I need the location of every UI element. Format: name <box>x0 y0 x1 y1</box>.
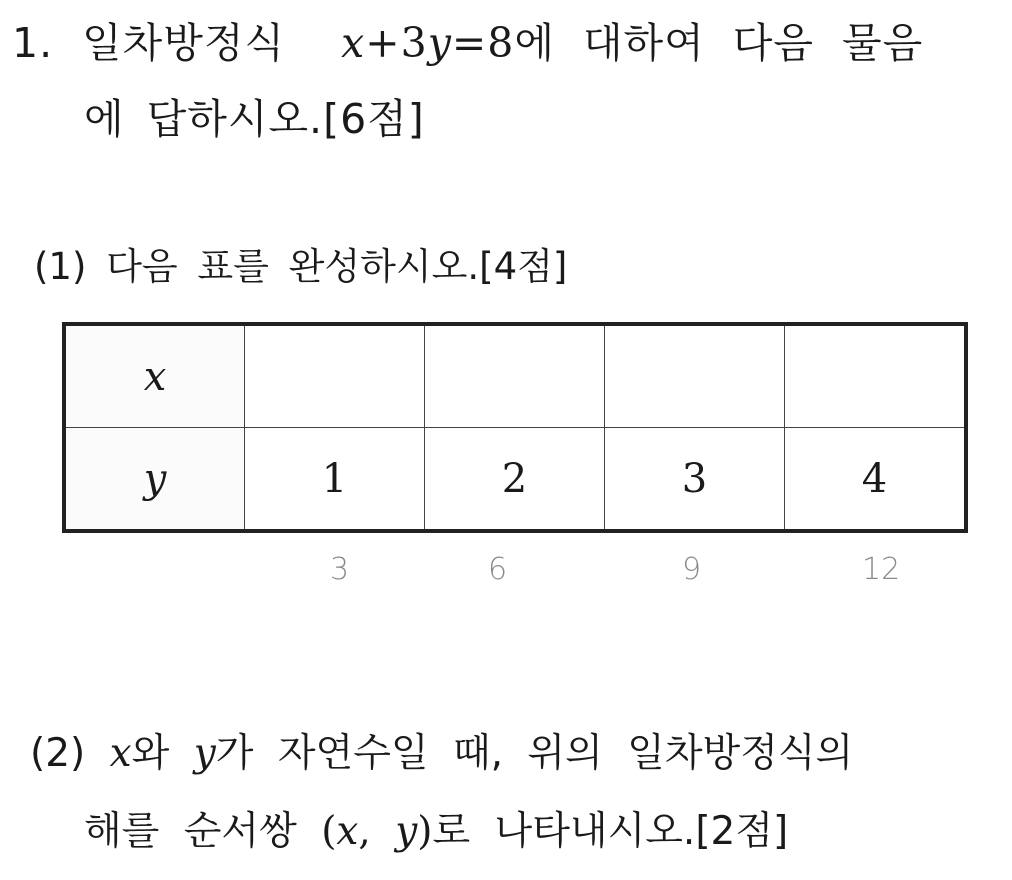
table-header-y: y <box>64 428 245 532</box>
table-cell-x-2[interactable] <box>425 324 605 428</box>
table-cell-y-3: 3 <box>605 428 785 532</box>
table-cell-y-1: 1 <box>245 428 425 532</box>
question-lead-text: 일차방정식 <box>82 19 286 67</box>
table-cell-x-1[interactable] <box>245 324 425 428</box>
part-2-prompt <box>30 722 853 778</box>
part-1-label: (1) <box>34 245 87 288</box>
question-rest-text: 에 대하여 다음 물음 <box>514 19 924 67</box>
part-2-line-2-start: 해를 순서쌍 <box>84 809 297 854</box>
eq-rhs: 8 <box>487 19 515 67</box>
handwritten-note-4: 12 <box>862 552 901 587</box>
pair-comma: , <box>358 809 371 854</box>
eq-coef: 3 <box>400 19 428 67</box>
table-cell-y-4: 4 <box>785 428 967 532</box>
table-cell-x-3[interactable] <box>605 324 785 428</box>
question-number: 1. <box>12 19 54 67</box>
table-header-x: x <box>64 324 245 428</box>
value-table <box>62 322 968 533</box>
part-2-line-1-rest: 가 자연수일 때, 위의 일차방정식의 <box>215 731 854 776</box>
part-2-line-2 <box>84 800 788 856</box>
part-1-text: 다음 표를 완성하시오.[4점] <box>106 245 568 288</box>
part-2-y: y <box>193 731 216 776</box>
table-cell-x-4[interactable] <box>785 324 967 428</box>
eq-x: x <box>341 19 366 67</box>
question-1-line-2: 에 답하시오.[6점] <box>84 95 425 143</box>
part-1-prompt <box>34 236 567 290</box>
question-1-heading <box>12 10 923 69</box>
pair-open: ( <box>321 809 337 854</box>
table-row-x <box>64 324 966 428</box>
eq-equals: = <box>451 19 488 67</box>
pair-x: x <box>336 809 359 854</box>
handwritten-note-3: 9 <box>682 552 702 587</box>
table-cell-y-2: 2 <box>425 428 605 532</box>
handwritten-note-1: 3 <box>330 552 350 587</box>
part-2-wa: 와 <box>131 731 170 776</box>
eq-plus: + <box>365 19 401 67</box>
part-2-label: (2) <box>30 731 86 776</box>
pair-y: y <box>395 809 418 854</box>
part-2-x: x <box>109 731 132 776</box>
handwritten-note-2: 6 <box>488 552 508 587</box>
pair-close: ) <box>417 809 433 854</box>
eq-y: y <box>427 19 452 67</box>
part-2-line-2-end: 로 나타내시오.[2점] <box>432 809 789 854</box>
table-row-y <box>64 428 966 532</box>
